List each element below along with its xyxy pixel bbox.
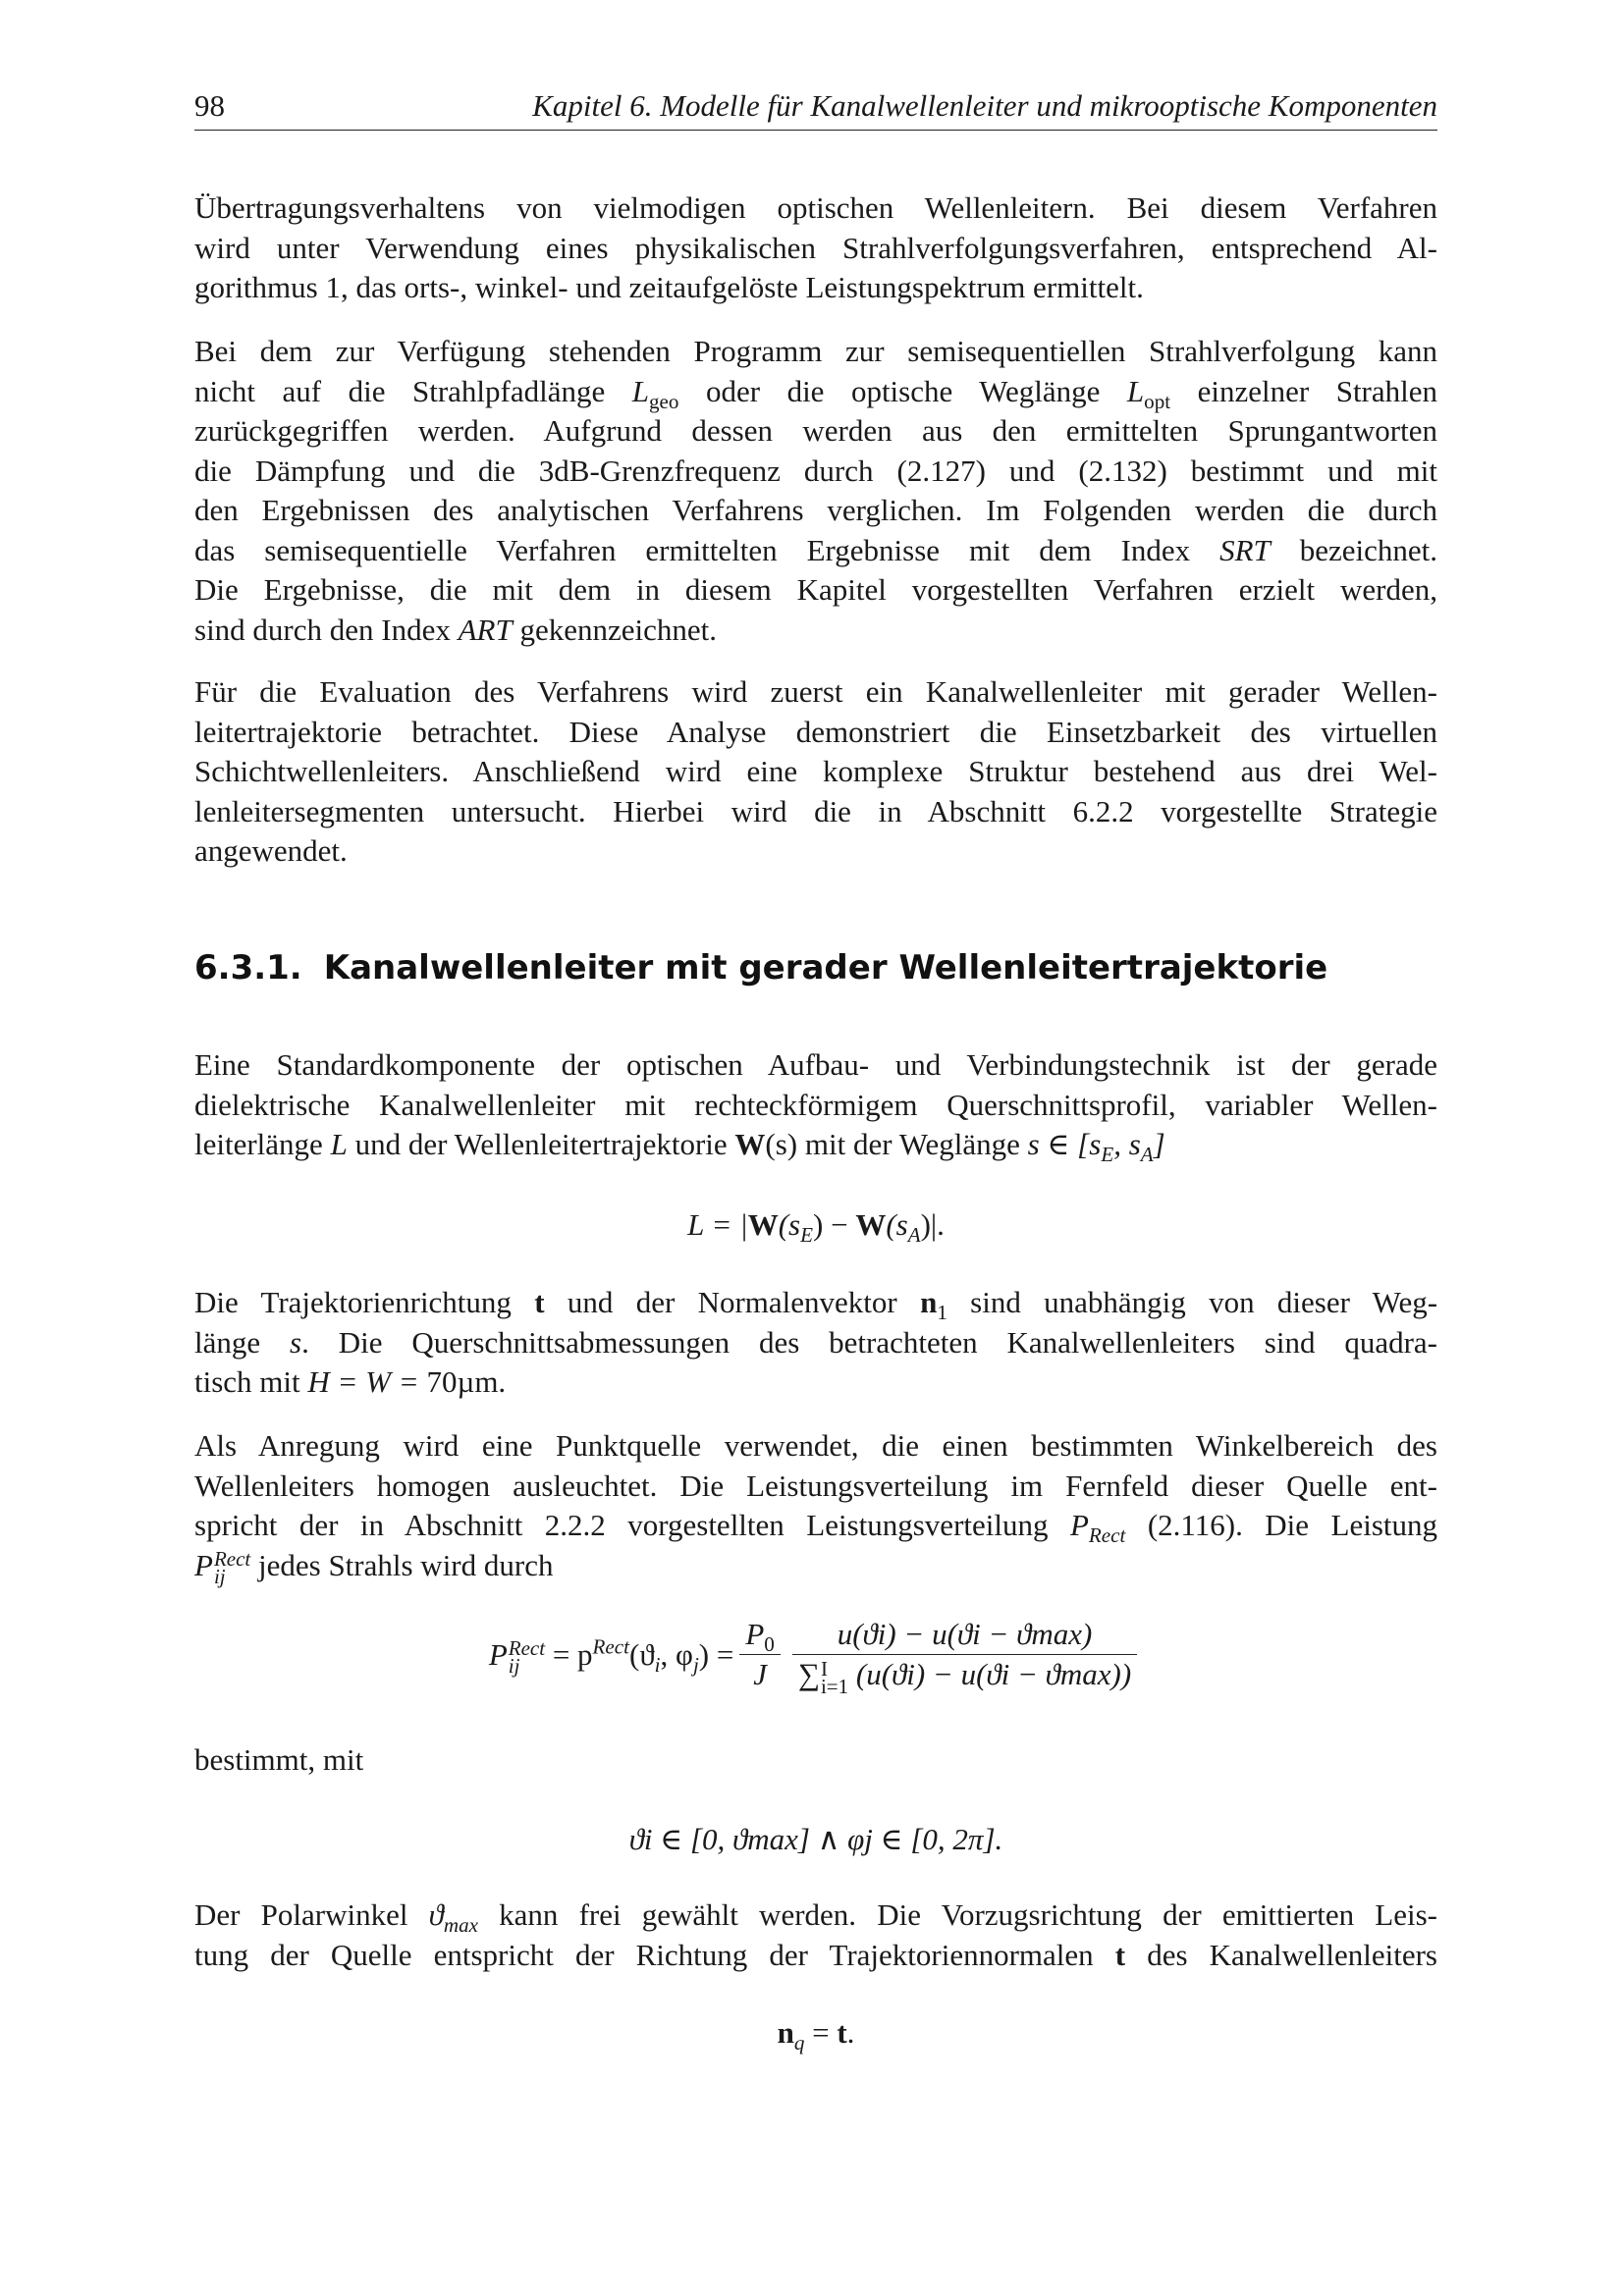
text-line: Als Anregung wird eine Punktquelle verwendet, die einen bestimmten Winkelbereich des <box>194 1428 1437 1463</box>
text-line: dielektrische Kanalwellenleiter mit rechteckförmigem Querschnittsprofil, variabler Wellen- <box>194 1087 1437 1122</box>
section-number: 6.3.1. <box>194 948 302 988</box>
text-line: die Dämpfung und die 3dB-Grenzfrequenz durch (2.127) und (2.132) bestimmt und mit <box>194 453 1437 488</box>
running-head <box>194 86 1437 131</box>
text-line: den Ergebnissen des analytischen Verfahrens verglichen. Im Folgenden werden die durch <box>194 493 1437 527</box>
paragraph-7 <box>194 1740 1437 1781</box>
text-line: Eine Standardkomponente der optischen Aufbau- und Verbindungstechnik ist der gerade <box>194 1047 1437 1082</box>
text-line: spricht der in Abschnitt 2.2.2 vorgestellten Leistungsverteilung $P_{Rect}$ (2.116). Die Leistung <box>194 1508 1437 1548</box>
text-line: leiterlänge L und der Wellenleitertrajektorie W(s) mit der Weglänge s ∈ [$s_E$, $s_A$] <box>194 1127 1165 1167</box>
text-line: lenleitersegmenten untersucht. Hierbei wird die in Abschnitt 6.2.2 vorgestellte Strategie <box>194 793 1437 828</box>
text-line: Die Ergebnisse, die mit dem in diesem Kapitel vorgestellten Verfahren erzielt werden, <box>194 572 1437 607</box>
text-line: tisch mit H = W = 70µm. <box>194 1364 507 1399</box>
text-line: Der Polarwinkel $ϑ_{max}$ kann frei gewählt werden. Die Vorzugsrichtung der emittierten Leis- <box>194 1897 1437 1938</box>
text-line: P Rect ij jedes Strahls wird durch <box>194 1547 554 1589</box>
paragraph-8 <box>194 1896 1437 1975</box>
paragraph-2 <box>194 332 1437 650</box>
text-line: Bei dem zur Verfügung stehenden Programm zur semisequentiellen Strahlverfolgung kann <box>194 334 1437 368</box>
text-line: angewendet. <box>194 833 348 868</box>
equation-power: P Rect ij = $p^{Rect}(ϑ_i$, $\varphi_j$) = $\frac{P_0}{J}$ u(ϑi) − u(ϑi − ϑmax) ∑ I i=1 (u(ϑi) − u(ϑi − ϑmax)) <box>194 1615 1437 1709</box>
text-line: wird unter Verwendung eines physikalischen Strahlverfolgungsverfahren, entsprechend Al- <box>194 230 1437 265</box>
paragraph-6 <box>194 1426 1437 1589</box>
text-line: nicht auf die Strahlpfadlänge $L_{geo}$ oder die optische Weglänge $L_{opt}$ einzelner Strahlen <box>194 373 1438 413</box>
text-line: das semisequentielle Verfahren ermittelten Ergebnisse mit dem Index SRT bezeichnet. <box>194 532 1437 567</box>
text-line: sind durch den Index ART gekennzeichnet. <box>194 612 718 647</box>
text-line: zurückgegriffen werden. Aufgrund dessen werden aus den ermittelten Sprungantworten <box>194 413 1437 448</box>
paragraph-5 <box>194 1283 1437 1403</box>
text-line: länge s. Die Querschnittsabmessungen des betrachteten Kanalwellenleiters sind quadra- <box>194 1324 1438 1360</box>
chapter-title: Kapitel 6. Modelle für Kanalwellenleiter und mikrooptische Komponenten <box>532 88 1437 123</box>
text-line: Übertragungsverhaltens von vielmodigen optischen Wellenleitern. Bei diesem Verfahren <box>194 190 1437 225</box>
paragraph-1 <box>194 188 1437 308</box>
paragraph-4 <box>194 1045 1437 1165</box>
equation-length: $L = |W(s_E) - W(s_A)|$. <box>687 1207 945 1248</box>
text-line: tung der Quelle entspricht der Richtung der Trajektoriennormalen t des Kanalwellenleiters <box>194 1937 1437 1972</box>
text-line: Die Trajektorienrichtung t und der Normalenvektor $n_1$ sind unabhängig von dieser Weg- <box>194 1285 1438 1325</box>
text-line: Für die Evaluation des Verfahrens wird zuerst ein Kanalwellenleiter mit gerader Wellen- <box>194 674 1437 709</box>
section-title: Kanalwellenleiter mit gerader Wellenleitertrajektorie <box>323 948 1328 988</box>
equation-angles: ϑi ∈ [0, ϑmax] ∧ φj ∈ [0, 2π]. <box>628 1822 1003 1856</box>
text-line: gorithmus 1, das orts-, winkel- und zeitaufgelöste Leistungspektrum ermittelt. <box>194 270 1144 304</box>
text-line: Wellenleiters homogen ausleuchtet. Die Leistungsverteilung im Fernfeld dieser Quelle ent- <box>194 1468 1437 1503</box>
text-line: leitertrajektorie betrachtet. Diese Analyse demonstriert die Einsetzbarkeit des virtuellen <box>194 714 1437 749</box>
paragraph-3 <box>194 672 1437 872</box>
section-heading <box>194 948 1327 988</box>
text-line: bestimmt, mit <box>194 1742 364 1777</box>
page-number: 98 <box>194 88 225 123</box>
equation-direction: $n_q = t$. <box>777 2015 855 2056</box>
text-line: Schichtwellenleiters. Anschließend wird eine komplexe Struktur bestehend aus drei Wel- <box>194 754 1437 788</box>
